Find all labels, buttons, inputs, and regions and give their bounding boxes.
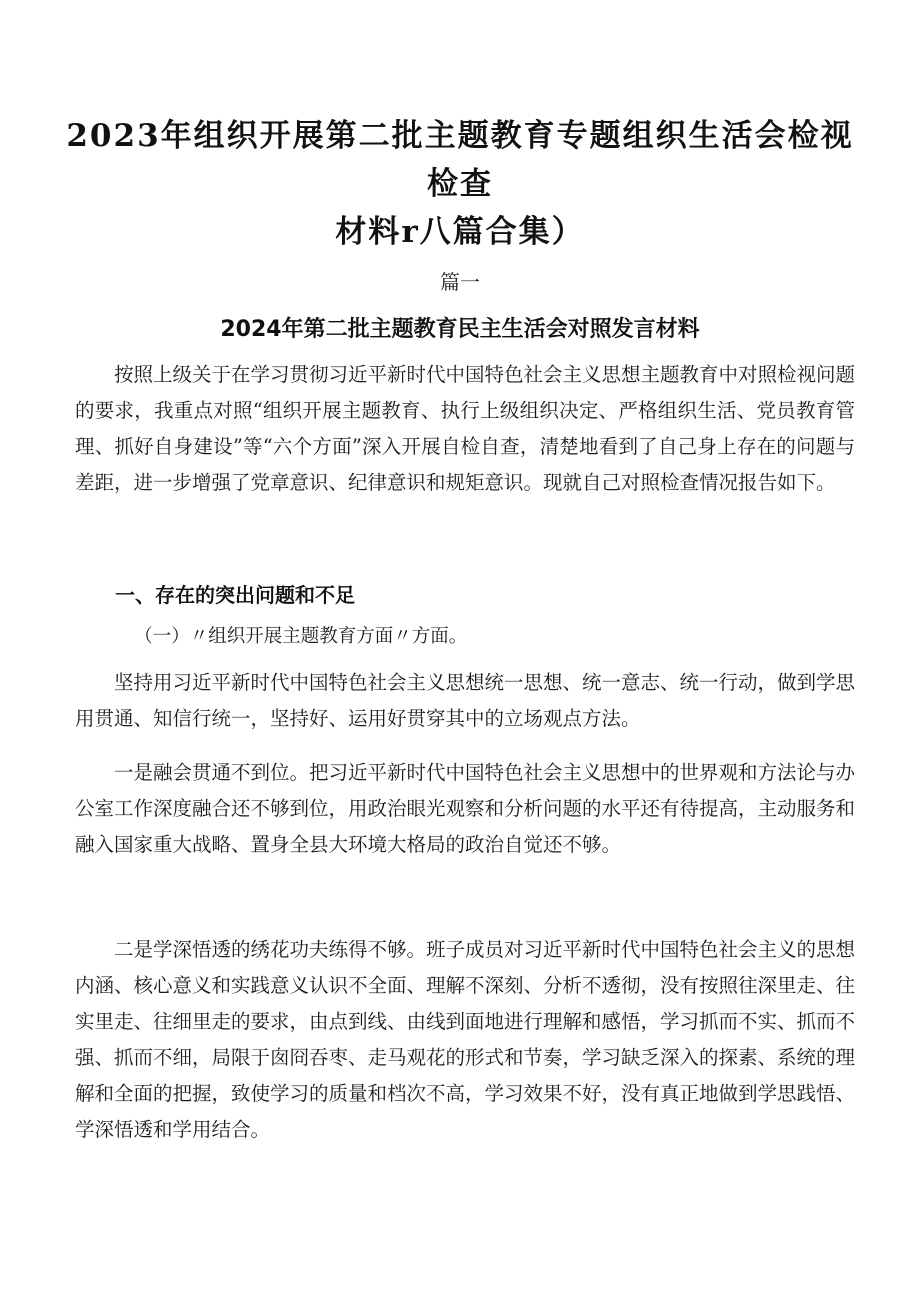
intro-paragraph: 按照上级关于在学习贯彻习近平新时代中国特色社会主义思想主题教育中对照检视问题的要求，我重点对照“组织开展主题教育、执行上级组织决定、严格组织生活、党员教育管理、抓好自身建设”等“六个方面”深入开展自检自查，清楚地看到了自己身上存在的问题与差距，进一步增强了党章意识、纪律意识和规矩意识。现就自己对照检查情况报告如下。 xyxy=(75,363,856,494)
article-title: 2024年第二批主题教育民主生活会对照发言材料 xyxy=(220,317,700,342)
section-heading: 一、存在的突出问题和不足 xyxy=(115,583,355,607)
section-label: 篇一 xyxy=(440,270,480,294)
document-title xyxy=(60,112,860,256)
document-title-line-1: 2023年组织开展第二批主题教育专题组织生活会检视检查 xyxy=(66,118,854,202)
body-paragraph-3: 二是学深悟透的绣花功夫练得不够。班子成员对习近平新时代中国特色社会主义的思想内涵、核心意义和实践意义认识不全面、理解不深刻、分析不透彻，没有按照往深里走、往实里走、往细里走的要求，由点到线、由线到面地进行理解和感悟，学习抓而不实、抓而不强、抓而不细，局限于囱冏吞枣、走马观花的形式和节奏，学习缺乏深入的探素、系统的理解和全面的把握，致使学习的质量和档次不高，学习效果不好，没有真正地做到学思践悟、学深悟透和学用结合。 xyxy=(75,938,856,1141)
body-paragraph-1: 坚持用习近平新时代中国特色社会主义思想统一思想、统一意志、统一行动，做到学思用贯通、知信行统一，坚持好、运用好贯穿其中的立场观点方法。 xyxy=(75,671,856,730)
subsection-heading: （一）〃组织开展主题教育方面〃方面。 xyxy=(134,626,468,647)
body-paragraph-2: 一是融会贯通不到位。把习近平新时代中国特色社会主义思想中的世界观和方法论与办公室工作深度融合还不够到位，用政治眼光观察和分析问题的水平还有待提高，主动服务和融入国家重大战略、置身全县大环境大格局的政治自觉还不够。 xyxy=(75,761,856,856)
document-title-line-2: 材料r八篇合集） xyxy=(335,214,585,250)
